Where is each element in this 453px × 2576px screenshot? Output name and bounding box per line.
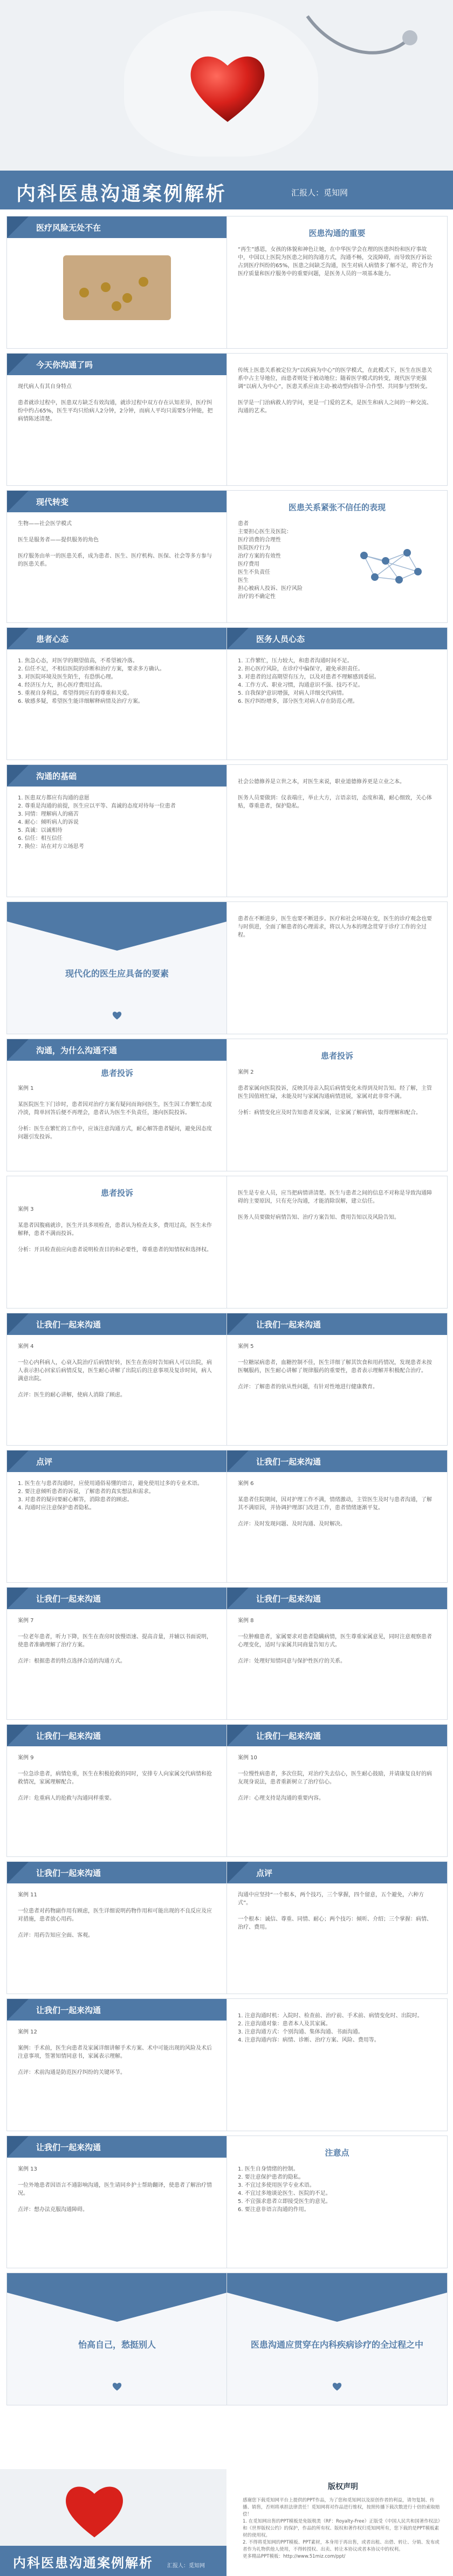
heart-icon	[112, 2381, 122, 2392]
footer-image	[0, 2469, 226, 2550]
slide-banner	[7, 491, 227, 512]
slide-banner-title: 让我们一起来沟通	[36, 1320, 101, 1330]
slide	[226, 353, 448, 486]
slide-text: 1. 医生在与患者沟通时，应使用通俗易懂的语言，避免使用过多的专业术语。 2. 要注意倾听患者的诉说，了解患者的真实想法和需求。 3. 对患者的疑问要耐心解答，消除患者的顾虑。 4. 沟通时应注意保护患者隐私。	[18, 1481, 203, 1511]
cover-image	[0, 0, 453, 171]
slide-text: 患者 主要担心医生及医院： 医疗消费的合理性 医院医疗行为 治疗方案的有效性 医疗费用 医生不负责任 医生 担心被病人投诉、医疗风险 治疗的不确定性	[238, 521, 303, 600]
banner-corner	[7, 491, 29, 512]
slide-banner	[7, 1450, 227, 1472]
slide-banner	[7, 2136, 227, 2158]
slide	[6, 1861, 228, 1994]
slide-banner-title: 患者心态	[36, 634, 69, 644]
slide-text: 案例 7 一位老年患者，听力下降，医生在查房时放慢语速、提高音量，并辅以书面说明，使患者准确理解了治疗方案。 点评：根据患者的特点选择合适的沟通方式。	[18, 1618, 212, 1664]
slide-banner-title: 沟通，为什么沟通不通	[36, 1046, 118, 1055]
banner-corner	[7, 354, 29, 375]
slide-banner	[7, 1313, 227, 1335]
slide	[6, 353, 228, 486]
banner-corner	[227, 1862, 249, 1883]
footer-title: 内科医患沟通案例解析	[13, 2555, 153, 2571]
slide-banner-title: 医疗风险无处不在	[36, 223, 101, 233]
slide-banner	[7, 628, 227, 649]
slide-banner	[7, 216, 227, 238]
slide-text: 案例 1 某医院医生下门诊时，患者因对治疗方案有疑问而询问医生，医生因工作繁忙态度冷淡，简单回答后便不再理会，患者认为医生不负责任，遂向医院投诉。 分析：医生在繁忙的工作中，应该注意沟通方式，耐心解答患者疑问，避免因态度问题引发投诉。	[18, 1086, 212, 1140]
slide-banner-title: 让我们一起来沟通	[36, 1731, 101, 1741]
coin-shape	[79, 288, 89, 297]
slide	[226, 1039, 448, 1171]
slide-text: 生物——社会医学模式 医生是服务者——提供服务的角色 医疗服务由单一的医患关系，成为患者、医生、医疗机构、医保、社会等多方参与的医患关系。	[18, 521, 212, 567]
coins-photo	[63, 255, 171, 320]
slide	[226, 627, 448, 760]
banner-corner	[7, 1039, 29, 1061]
slide	[226, 1176, 448, 1309]
slide-text: 案例 5 一位糖尿病患者，血糖控制不佳，医生详细了解其饮食和用药情况，发现患者未按医嘱服药，医生耐心讲解了规律服药的重要性，患者表示理解并积极配合治疗。 点评：了解患者的依从性问题，有针对性地进行健康教育。	[238, 1344, 432, 1390]
copyright-text: 感谢您下载觅知网平台上提供的PPT作品，为了您和觅知网以及原创作者的利益，请勿复制、传播、销售，否则将承担法律责任！觅知网将对作品进行维权，按照传播下载次数进行十倍的索取赔偿！ 1. 在觅知网出售的PPT模板是免版税类（RF：Royalty-Free）正版受《中国人民共和国著作权法》和《世界版权公约》的保护，作品的所有权、版权和著作权归觅知网所有，您下载的是PPT模板素材的使用权。 2. 不得将觅知网的PPT模板、PPT素材，本身用于再出售，或者出租、出借、转让、分销、发布或者作为礼物供他人使用，不得转授权、出卖、转让本协议或者本协议中的权利。 更多精品PPT模板：http://www.51miz.com/ppt/	[243, 2498, 443, 2559]
slide-title: 患者投诉	[320, 1051, 353, 1061]
slide-banner-title: 让我们一起来沟通	[36, 2143, 101, 2152]
slide-title: 患者投诉	[100, 1068, 133, 1078]
slide-banner-title: 今天你沟通了吗	[36, 360, 93, 370]
slide	[226, 1313, 448, 1446]
slide-title: 注意点	[325, 2148, 349, 2158]
slide-banner-title: 让我们一起来沟通	[256, 1320, 321, 1330]
slide-title: 患者投诉	[100, 1188, 133, 1198]
slide-banner	[7, 1588, 227, 1609]
slide-banner	[227, 1862, 447, 1883]
slide	[6, 764, 228, 897]
slide-title: 医患沟通的重要	[308, 228, 366, 238]
slide-text: 案例 10 一位慢性病患者，多次住院，对治疗失去信心，医生耐心鼓励，并请康复良好的病友现身说法，患者重新树立了治疗信心。 点评：心理支持是沟通的重要内容。	[238, 1755, 432, 1801]
slide	[6, 1450, 228, 1583]
slide-title: 医患关系紧张不信任的表现	[288, 503, 386, 512]
coin-shape	[112, 301, 121, 311]
slide	[226, 490, 448, 623]
banner-corner	[7, 2136, 29, 2158]
slide	[226, 1724, 448, 1857]
slide-text: 案例 4 一位心内科病人，心衰入院治疗后病情好转，医生在查房时告知病人可以出院，病人表示担心回家后病情反复，医生耐心讲解了出院后的注意事项及复诊时间，病人满意出院。 点评：医生的耐心讲解，使病人消除了顾虑。	[18, 1344, 212, 1398]
banner-corner	[227, 1588, 249, 1609]
heart-icon	[112, 1010, 122, 1021]
slide	[226, 216, 448, 349]
slide	[6, 1724, 228, 1857]
slide-text: 1. 工作繁忙，压力较大，和患者沟通时间不足。 2. 担心医疗风险，在诊疗中偏保守，避免承担责任。 3. 对患者的过高期望有压力，以及对患者不理解感到委屈。 4. 工作方式、职业习惯，沟通意识不强、技巧不足。 5. 自我保护意识增强，对病人详细交代病情。 6. 医疗纠纷增多，部分医生对病人存在防范心理。	[238, 658, 380, 704]
slide-text: 医生是专业人员，应当把病情讲清楚。医生与患者之间的信息不对称是导致沟通障碍的主要原因，只有充分沟通，才能消除误解，建立信任。 医务人员要做好病情告知、治疗方案告知、费用告知以及风险告知。	[238, 1190, 432, 1221]
section-title: 医患沟通应贯穿在内科疾病诊疗的全过程之中	[250, 2340, 423, 2350]
slide-text: 案例 12 案例：手术前，医生向患者及家属详细讲解手术方案、术中可能出现的风险及术后注意事项，签署知情同意书，家属表示理解。 点评：术前沟通是防范医疗纠纷的关键环节。	[18, 2029, 212, 2076]
slide	[6, 1176, 228, 1309]
slide	[6, 1587, 228, 1720]
coin-shape	[139, 277, 148, 287]
slide-text: 案例 2 患者家属向医院投诉，反映其母亲入院后病情变化未得到及时告知。经了解，主管医生因值班忙碌，未能及时与家属沟通病情进展，家属对此非常不满。 分析：病情变化应及时告知患者及家属，让家属了解病情，取得理解和配合。	[238, 1069, 432, 1116]
slide-banner-title: 沟通的基础	[36, 771, 77, 781]
slide	[226, 2273, 448, 2405]
slide-text: 案例 8 一位肿瘤患者，家属要求对患者隐瞒病情，医生尊重家属意见，同时注意观察患者心理变化，适时与家属共同商量告知方式。 点评：处理好知情同意与保护性医疗的关系。	[238, 1618, 432, 1664]
slide-text: 1. 注意沟通时机：入院时、检查前、治疗前、手术前、病情变化时、出院时。 2. 注意沟通对象：患者本人及其家属。 3. 注意沟通方式：个别沟通、集体沟通、书面沟通。 4. 注意沟通内容：病情、诊断、治疗方案、风险、费用等。	[238, 2013, 423, 2043]
slide	[226, 1450, 448, 1583]
banner-corner	[7, 1588, 29, 1609]
slide-text: 案例 6 某患者住院期间，因对护理工作不满，情绪激动，主管医生及时与患者沟通，了解其不满原因，并协调护理部门改进工作，患者情绪逐渐平复。 点评：及时发现问题、及时沟通、及时解决。	[238, 1481, 432, 1527]
slide-text: 案例 9 一位急诊患者，病情危重，医生在积极抢救的同时，安排专人向家属交代病情和抢救情况，家属理解配合。 点评：危重病人的抢救与沟通同样重要。	[18, 1755, 212, 1801]
banner-corner	[7, 1725, 29, 1746]
slide-text: 社会公德修养是立世之本，对医生来说，职业道德修养更是立业之本。 医务人员要做到：仪表端庄，举止大方，言语亲切，态度和蔼，耐心细致，关心体贴，尊重患者，保护隐私。	[238, 779, 432, 809]
divider-wedge	[7, 902, 227, 951]
copyright-panel	[233, 2469, 453, 2576]
slide	[226, 1587, 448, 1720]
slide-text: 患者在不断进步，医生也要不断进步。医疗和社会环境在变，医生的诊疗观念也要与时俱进，全面了解患者的心理需求，将以人为本的理念贯穿于诊疗工作的全过程。	[238, 916, 432, 938]
banner-corner	[227, 1313, 249, 1335]
slide	[6, 1313, 228, 1446]
banner-corner	[7, 1313, 29, 1335]
slide-banner-title: 让我们一起来沟通	[256, 1731, 321, 1741]
footer-title-band	[0, 2546, 226, 2576]
slide-banner-title: 现代转变	[36, 497, 69, 507]
molecule-illustration	[353, 545, 429, 593]
slide	[226, 764, 448, 897]
stethoscope-icon	[302, 5, 421, 86]
heart-icon	[332, 2381, 342, 2392]
slide	[6, 1039, 228, 1171]
slide-banner	[227, 628, 447, 649]
slide-text: 案例 13 一位外地患者因语言不通影响沟通，医生请同乡护士帮助翻译，使患者了解治疗情况。 点评：想办法克服沟通障碍。	[18, 2166, 212, 2213]
banner-corner	[7, 628, 29, 649]
slide-banner-title: 让我们一起来沟通	[36, 2005, 101, 2015]
slide-text: 1. 医患双方都应有沟通的意愿 2. 尊重是沟通的前提，医生应以平等、真诚的态度对待每一位患者 3. 同情：理解病人的痛苦 4. 耐心：倾听病人的诉说 5. 真诚：以诚相待 6. 信任：相互信任 7. 换位：站在对方立场思考	[18, 795, 176, 850]
divider-wedge	[7, 2273, 227, 2322]
slide-text: 1. 医生自身情绪的控制。 2. 要注意保护患者的隐私。 3. 不宜过多使用医学专业术语。 4. 不宜过多地谈论医生、医院的不足。 5. 不宜强求患者立即接受医生的意见。 6. 要注意非语言沟通的作用。	[238, 2166, 331, 2213]
slide-text: 1. 焦急心态，对医学的期望值高，不希望被冷落。 2. 信任不足，不相信医院的诊断和治疗方案，要求多方确认。 3. 对医院环境及医生陌生，有恐惧心理。 4. 经济压力大，担心医疗费用过高。 5. 重视自身利益，希望得到应有的尊重和关爱。 6. 敏感多疑，希望医生能详细解释病情及治疗方案。	[18, 658, 165, 704]
slide-banner-title: 让我们一起来沟通	[256, 1457, 321, 1467]
banner-corner	[227, 628, 249, 649]
slide-banner-title: 医务人员心态	[256, 634, 305, 644]
banner-corner	[7, 765, 29, 787]
slide-text: 沟通中应坚持“一个根本，两个技巧，三个掌握，四个留意，五个避免，六种方式”。 一个根本：诚信、尊重、同情、耐心；两个技巧：倾听、介绍；三个掌握：病情、治疗、费用。	[238, 1892, 432, 1930]
slide-banner	[227, 1725, 447, 1746]
slide-banner-title: 让我们一起来沟通	[36, 1868, 101, 1878]
slide	[6, 2136, 228, 2268]
banner-corner	[7, 216, 29, 238]
slide	[226, 1861, 448, 1994]
slide	[6, 490, 228, 623]
slide-banner	[7, 1999, 227, 2021]
coin-shape	[101, 282, 111, 292]
slide-banner	[7, 1862, 227, 1883]
section-divider	[7, 2273, 227, 2405]
slide	[6, 627, 228, 760]
slide-text: 传统上医患关系被定位为“以疾病为中心”的医学模式，在此模式下，医生在医患关系中占主导地位，而患者则处于被动地位；随着医学模式的转变，现代医学更强调“以病人为中心”，医患关系应由主动-被动型向指导-合作型、共同参与型转变。 医学是一门治病救人的学问，更是一门爱的艺术，是医生和病人之间的一种交流、沟通的艺术。	[238, 368, 433, 414]
slide	[226, 901, 448, 1034]
section-divider	[7, 902, 227, 1034]
slide	[226, 1998, 448, 2131]
slide	[226, 2136, 448, 2268]
section-title: 怡高自己，愁挺别人	[78, 2340, 156, 2350]
slide-banner-title: 点评	[36, 1457, 53, 1467]
slide-banner	[7, 354, 227, 375]
copyright-heading: 版权声明	[328, 2483, 358, 2491]
coin-shape	[122, 293, 132, 303]
slide-banner	[7, 1039, 227, 1061]
slide-banner-title: 让我们一起来沟通	[36, 1594, 101, 1604]
heart-icon	[59, 2476, 129, 2546]
slide-banner	[227, 1588, 447, 1609]
slide-banner-title: 让我们一起来沟通	[256, 1594, 321, 1604]
slide	[6, 2273, 228, 2405]
section-divider	[227, 2273, 447, 2405]
banner-corner	[227, 1725, 249, 1746]
divider-wedge	[227, 2273, 447, 2322]
slide-banner	[227, 1313, 447, 1335]
slide	[6, 216, 228, 349]
slide-text: “再生”感恩，女孩的体貌和神色让她，在中华医学会在理的医患纠纷和医疗事故中，中国以上医院为医患之间的沟通方式，沟通不畅，交流障碍，而导致医疗诉讼占到医疗纠纷的65%，医患之间缺乏沟通，医生对病人病情多了解不足，将它作为医疗质量和医疗服务中的重要问题，是医务人员的一项基本能力。	[238, 247, 434, 277]
slide-text: 现代病人有其自身特点 患者就诊过程中，医患双方缺乏有效沟通，就诊过程中双方存在认知差异，医疗纠纷中约占65%，医生平均只给病人2分钟，2分钟，而病人平均只需要5分钟能，把病情陈述清楚。	[18, 384, 213, 422]
slide-banner	[7, 765, 227, 787]
heart-icon	[182, 42, 273, 133]
banner-corner	[7, 1450, 29, 1472]
slide	[6, 1998, 228, 2131]
slide-text: 案例 3 某患者因腹痛就诊，医生开具多项检查，患者认为检查太多，费用过高，医生未作解释，患者不满而投诉。 分析：开具检查前应向患者说明检查目的和必要性，尊重患者的知情权和选择权。	[18, 1206, 212, 1253]
cover-reporter: 汇报人：觅知网	[291, 188, 348, 198]
banner-corner	[227, 1450, 249, 1472]
slide-banner	[7, 1725, 227, 1746]
slide	[6, 901, 228, 1034]
footer-reporter: 汇报人：觅知网	[167, 2563, 205, 2569]
banner-corner	[7, 1999, 29, 2021]
section-title: 现代化的医生应具备的要素	[65, 968, 169, 979]
slide-banner-title: 点评	[256, 1868, 273, 1878]
cover-title: 内科医患沟通案例解析	[16, 183, 227, 205]
slide-banner	[227, 1450, 447, 1472]
banner-corner	[7, 1862, 29, 1883]
slide-text: 案例 11 一位患者对药物副作用有顾虑，医生详细说明药物作用和可能出现的不良反应及应对措施，患者放心用药。 点评：用药告知应全面、客观。	[18, 1892, 212, 1938]
